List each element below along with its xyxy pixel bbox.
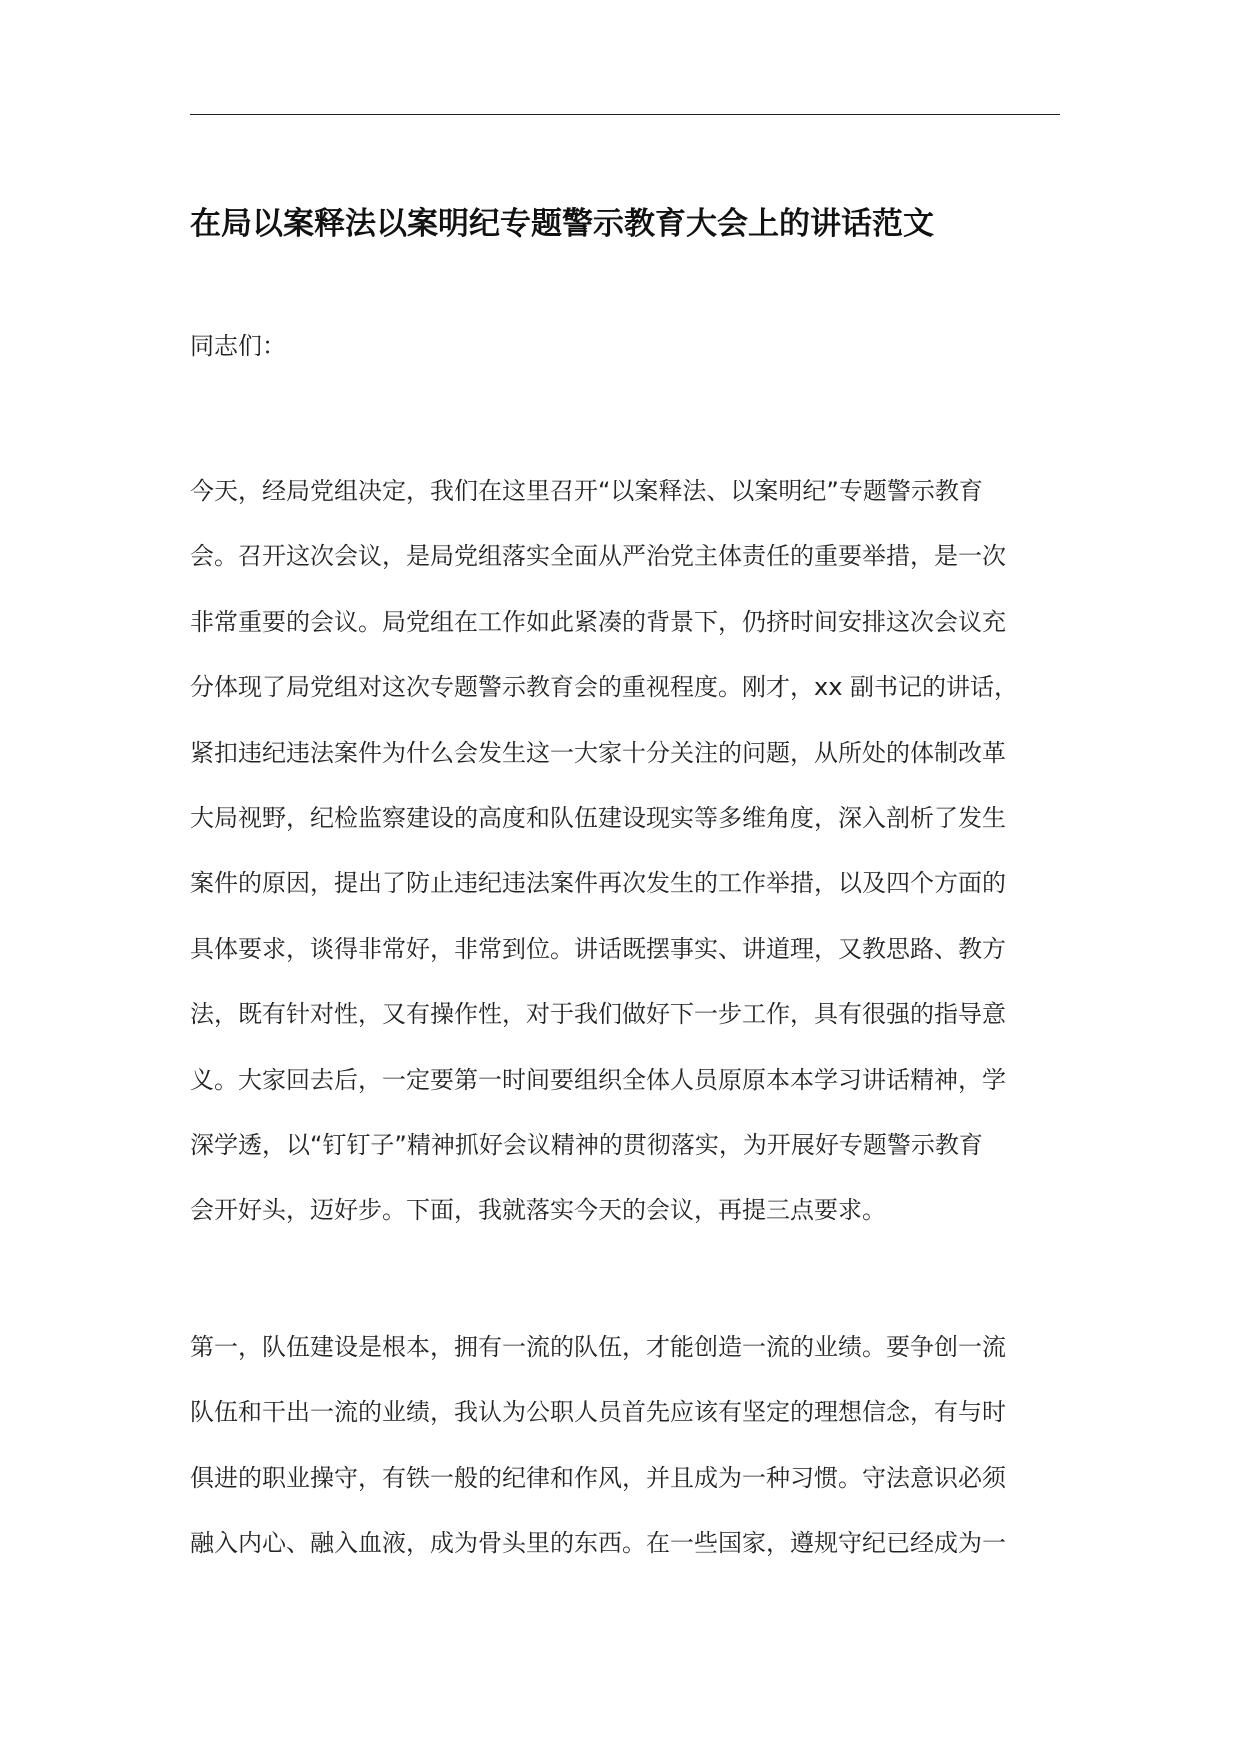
paragraph-line: 非常重要的会议。局党组在工作如此紧凑的背景下，仍挤时间安排这次会议充 bbox=[190, 607, 1006, 636]
paragraph-line: 法，既有针对性，又有操作性，对于我们做好下一步工作，具有很强的指导意 bbox=[190, 1000, 1006, 1029]
paragraph-line: 具体要求，谈得非常好，非常到位。讲话既摆事实、讲道理，又教思路、教方 bbox=[190, 934, 1006, 963]
paragraph-line: 紧扣违纪违法案件为什么会发生这一大家十分关注的问题，从所处的体制改革 bbox=[190, 738, 1006, 767]
paragraph-line: 会开好头，迈好步。下面，我就落实今天的会议，再提三点要求。 bbox=[190, 1196, 886, 1225]
paragraph-line: 第一，队伍建设是根本，拥有一流的队伍，才能创造一流的业绩。要争创一流 bbox=[190, 1333, 1006, 1361]
paragraph-line: 大局视野，纪检监察建设的高度和队伍建设现实等多维角度，深入剖析了发生 bbox=[190, 803, 1006, 832]
salutation: 同志们： bbox=[190, 332, 286, 360]
paragraph-opening bbox=[190, 459, 1060, 1244]
paragraph-line: 深学透，以“钉钉子”精神抓好会议精神的贯彻落实，为开展好专题警示教育 bbox=[190, 1130, 983, 1159]
paragraph-line: 分体现了局党组对这次专题警示教育会的重视程度。刚才，xx 副书记的讲话， bbox=[190, 673, 1019, 702]
paragraph-line: 融入内心、融入血液，成为骨头里的东西。在一些国家，遵规守纪已经成为一 bbox=[190, 1529, 1006, 1558]
document-title: 在局以案释法以案明纪专题警示教育大会上的讲话范文 bbox=[190, 206, 934, 242]
paragraph-line: 今天，经局党组决定，我们在这里召开“以案释法、以案明纪”专题警示教育 bbox=[190, 477, 983, 505]
paragraph-first-point bbox=[190, 1315, 1060, 1577]
paragraph-line: 俱进的职业操守，有铁一般的纪律和作风，并且成为一种习惯。守法意识必须 bbox=[190, 1463, 1006, 1492]
paragraph-line: 案件的原因，提出了防止违纪违法案件再次发生的工作举措，以及四个方面的 bbox=[190, 869, 1006, 898]
paragraph-line: 会。召开这次会议，是局党组落实全面从严治党主体责任的重要举措，是一次 bbox=[190, 542, 1006, 571]
paragraph-line: 义。大家回去后，一定要第一时间要组织全体人员原原本本学习讲话精神，学 bbox=[190, 1065, 1006, 1094]
header-rule bbox=[190, 114, 1060, 115]
paragraph-line: 队伍和干出一流的业绩，我认为公职人员首先应该有坚定的理想信念，有与时 bbox=[190, 1398, 1006, 1427]
